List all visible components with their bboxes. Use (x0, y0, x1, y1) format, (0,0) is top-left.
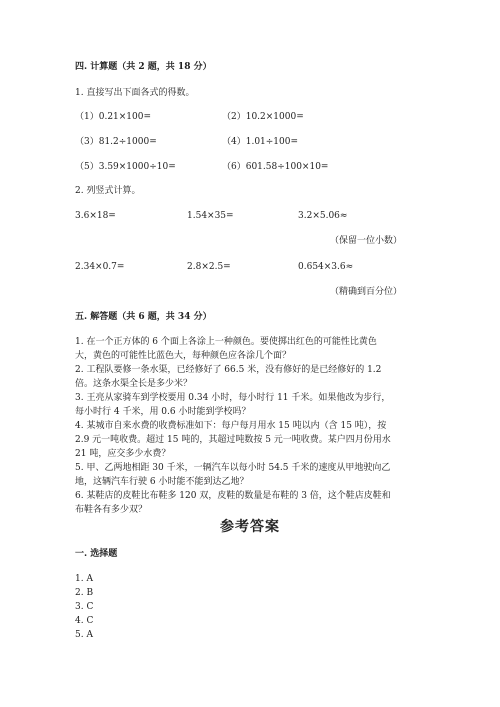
q2-note-2: （精确到百分位） (330, 287, 403, 297)
answer-item-1: 1. A (75, 574, 93, 584)
answer-item-4: 4. C (75, 616, 94, 626)
problem-line: 1. 在一个正方体的 6 个面上各涂上一种颜色。要使掷出红色的可能性比黄色 (75, 337, 377, 347)
section4-heading: 四. 计算题（共 2 题，共 18 分） (75, 62, 212, 72)
problem-line: 3. 王亮从家骑车到学校要用 0.34 小时，每小时行 11 千米。如果他改为步行， (75, 393, 391, 403)
answer-item-2: 2. B (75, 588, 94, 598)
problem-line: 4. 某城市自来水费的收费标准如下：每户每月用水 15 吨以内（含 15 吨），按 (75, 421, 387, 431)
problem-line: 2.9 元一吨收费。超过 15 吨的，其超过吨数按 5 元一吨收费。某户四月份用水 (75, 435, 391, 445)
problem-line: 2. 工程队要修一条水渠，已经修好了 66.5 米，没有修好的是已经修好的 1.2 (75, 365, 382, 375)
q2-note-1: （保留一位小数） (330, 236, 403, 246)
q1-title: 1. 直接写出下面各式的得数。 (75, 88, 195, 98)
q2-row2-item-1: 2.34×0.7= (75, 262, 125, 272)
problem-line: 地，这辆汽车行驶 6 小时能不能到达乙地？ (75, 477, 249, 487)
q2-row2-item-3: 0.654×3.6≈ (298, 262, 354, 272)
q1-item-2: （2）10.2×1000= (222, 112, 304, 122)
problem-4 (75, 419, 433, 461)
problem-line: 5. 甲、乙两地相距 30 千米，一辆汽车以每小时 54.5 千米的速度从甲地驶向乙 (75, 463, 391, 473)
problem-line: 大，黄色的可能性比蓝色大，每种颜色应各涂几个面？ (75, 351, 292, 361)
problem-line: 6. 某鞋店的皮鞋比布鞋多 120 双，皮鞋的数量是布鞋的 3 倍，这个鞋店皮鞋和 (75, 491, 391, 501)
problem-list (75, 335, 433, 517)
q2-title: 2. 列竖式计算。 (75, 186, 141, 196)
q1-item-5: （5）3.59×1000÷10= (75, 162, 176, 172)
answers-title: 参考答案 (220, 519, 280, 535)
q2-row2-item-2: 2.8×2.5= (187, 262, 231, 272)
q1-item-1: （1）0.21×100= (75, 112, 152, 122)
problem-3 (75, 391, 433, 419)
q2-row1-item-1: 3.6×18= (75, 211, 116, 221)
answer-item-3: 3. C (75, 602, 94, 612)
q1-item-4: （4）1.01÷100= (222, 137, 299, 147)
section5-heading: 五. 解答题（共 6 题，共 34 分） (75, 312, 212, 322)
q2-row1-item-3: 3.2×5.06≈ (298, 211, 348, 221)
problem-5 (75, 461, 433, 489)
problem-2 (75, 363, 433, 391)
problem-line: 每小时行 4 千米，用 0.6 小时能到学校吗？ (75, 407, 251, 417)
q1-item-6: （6）601.58÷100×10= (222, 162, 329, 172)
q1-item-3: （3）81.2÷1000= (75, 137, 157, 147)
answer-item-5: 5. A (75, 630, 93, 640)
problem-6 (75, 489, 433, 517)
problem-line: 布鞋各有多少双？ (75, 505, 148, 515)
problem-line: 倍。这条水渠全长是多少米？ (75, 379, 193, 389)
answers-section1-heading: 一. 选择题 (75, 549, 118, 559)
problem-1 (75, 335, 433, 363)
q2-row1-item-2: 1.54×35= (187, 211, 234, 221)
problem-line: 21 吨，应交多少水费？ (75, 449, 171, 459)
